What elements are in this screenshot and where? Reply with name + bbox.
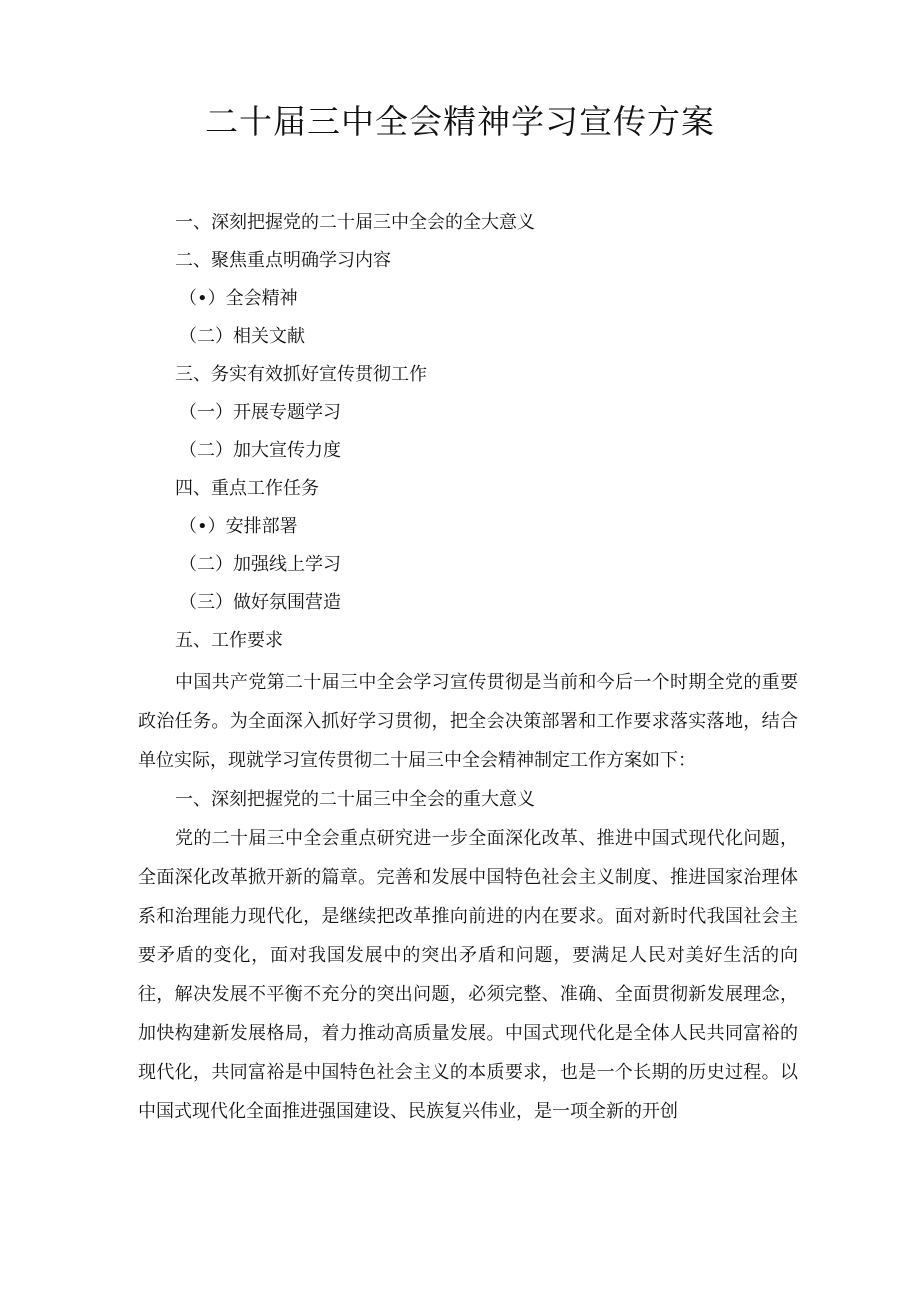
outline-item: 五、工作要求 [175, 630, 283, 651]
outline-item: 二、聚焦重点明确学习内容 [175, 250, 391, 271]
outline-item: 一、深刻把握党的二十届三中全会的全大意义 [175, 212, 535, 233]
outline-list [175, 204, 795, 660]
outline-item: （•）安排部署 [179, 516, 298, 537]
outline-item: （一）开展专题学习 [179, 402, 341, 423]
document-title: 二十届三中全会精神学习宣传方案 [205, 102, 715, 141]
outline-item: （三）做好氛围营造 [179, 592, 341, 613]
section-heading: 一、深刻把握党的二十届三中全会的重大意义 [175, 789, 535, 810]
outline-item: 四、重点工作任务 [175, 478, 319, 499]
document-body [138, 663, 798, 1131]
section-paragraph: 党的二十届三中全会重点研究进一步全面深化改革、推进中国式现代化问题，全面深化改革掀开新的篇章。完善和发展中国特色社会主义制度、推进国家治理体系和治理能力现代化，是继续把改革推向前进的内在要求。面对新时代我国社会主要矛盾的变化，面对我国发展中的突出矛盾和问题，要满足人民对美好生活的向往，解决发展不平衡不充分的突出问题，必须完整、准确、全面贯彻新发展理念，加快构建新发展格局，着力推动高质量发展。中国式现代化是全体人民共同富裕的现代化，共同富裕是中国特色社会主义的本质要求，也是一个长期的历史过程。以中国式现代化全面推进强国建设、民族复兴伟业，是一项全新的开创 [138, 828, 798, 1122]
outline-item: （•）全会精神 [179, 288, 298, 309]
outline-item: （二）相关文献 [179, 326, 305, 347]
outline-item: （二）加强线上学习 [179, 554, 341, 575]
outline-item: （二）加大宣传力度 [179, 440, 341, 461]
intro-paragraph: 中国共产党第二十届三中全会学习宣传贯彻是当前和今后一个时期全党的重要政治任务。为全面深入抓好学习贯彻，把全会决策部署和工作要求落实落地，结合单位实际，现就学习宣传贯彻二十届三中全会精神制定工作方案如下： [138, 672, 798, 771]
outline-item: 三、务实有效抓好宣传贯彻工作 [175, 364, 427, 385]
